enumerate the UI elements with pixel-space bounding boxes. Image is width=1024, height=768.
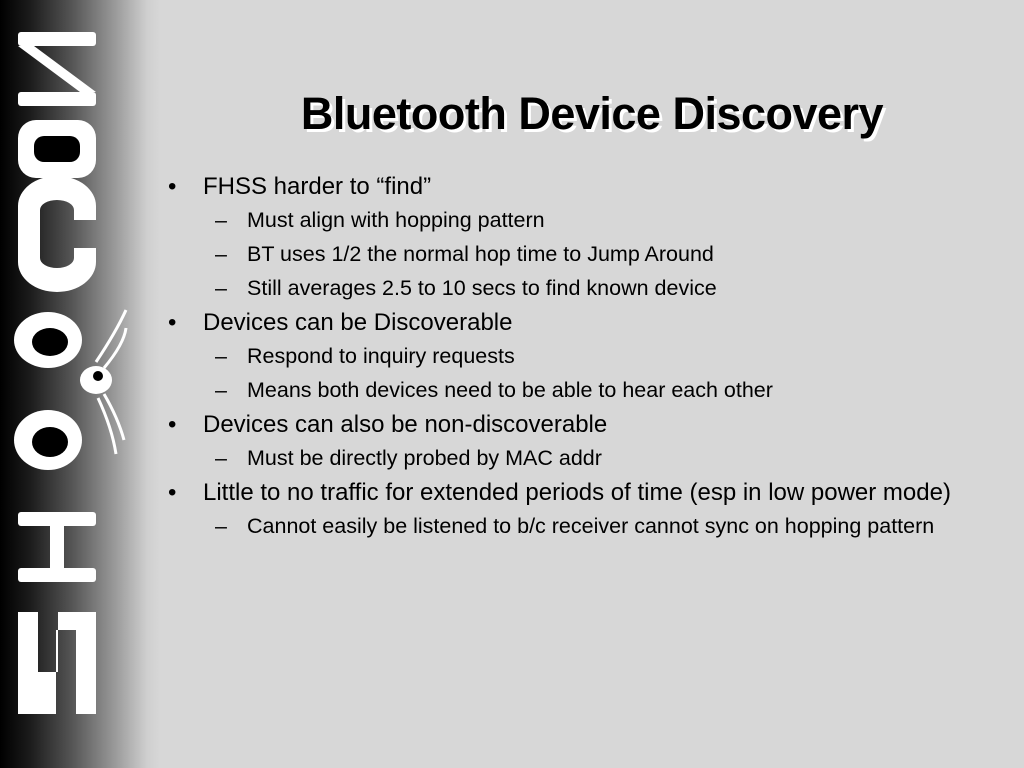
bullet-text: Devices can also be non-discoverable — [203, 411, 608, 438]
bullet-text: FHSS harder to “find” — [203, 173, 432, 200]
sub-bullet-item — [160, 376, 1010, 404]
bullet-text: Devices can be Discoverable — [203, 309, 513, 336]
sub-bullet-item — [160, 512, 1010, 540]
sub-bullet-marker: – — [215, 344, 227, 368]
sub-bullet-item — [160, 342, 1010, 370]
sub-bullet-text: Must align with hopping pattern — [247, 208, 545, 232]
bullet-marker: • — [168, 309, 177, 336]
sub-bullet-item — [160, 274, 1010, 302]
sub-bullet-item — [160, 206, 1010, 234]
sub-bullet-item — [160, 444, 1010, 472]
sub-bullet-text: Still averages 2.5 to 10 secs to find known device — [247, 276, 717, 300]
bullet-item — [160, 308, 1010, 338]
sub-bullet-text: Respond to inquiry requests — [247, 344, 515, 368]
sub-bullet-text: Must be directly probed by MAC addr — [247, 446, 602, 470]
sub-bullet-item — [160, 240, 1010, 268]
sub-bullet-text: Means both devices need to be able to hear each other — [247, 378, 773, 402]
bullet-marker: • — [168, 479, 177, 506]
sub-bullet-marker: – — [215, 276, 227, 300]
bullet-item — [160, 410, 1010, 440]
bullet-marker: • — [168, 173, 177, 200]
sub-bullet-marker: – — [215, 446, 227, 470]
sub-bullet-marker: – — [215, 242, 227, 266]
shmoocon-logo — [0, 0, 160, 768]
sub-bullet-marker: – — [215, 514, 227, 538]
slide-title: Bluetooth Device Discovery — [300, 88, 884, 139]
bullet-marker: • — [168, 411, 177, 438]
bullet-list — [160, 172, 1010, 546]
bullet-text: Little to no traffic for extended periods of time (esp in low power mode) — [203, 479, 951, 506]
sub-bullet-marker: – — [215, 208, 227, 232]
bullet-item — [160, 478, 1010, 508]
sub-bullet-text: BT uses 1/2 the normal hop time to Jump Around — [247, 242, 714, 266]
sub-bullet-text: Cannot easily be listened to b/c receiver cannot sync on hopping pattern — [247, 514, 935, 538]
bullet-item — [160, 172, 1010, 202]
sub-bullet-marker: – — [215, 378, 227, 402]
